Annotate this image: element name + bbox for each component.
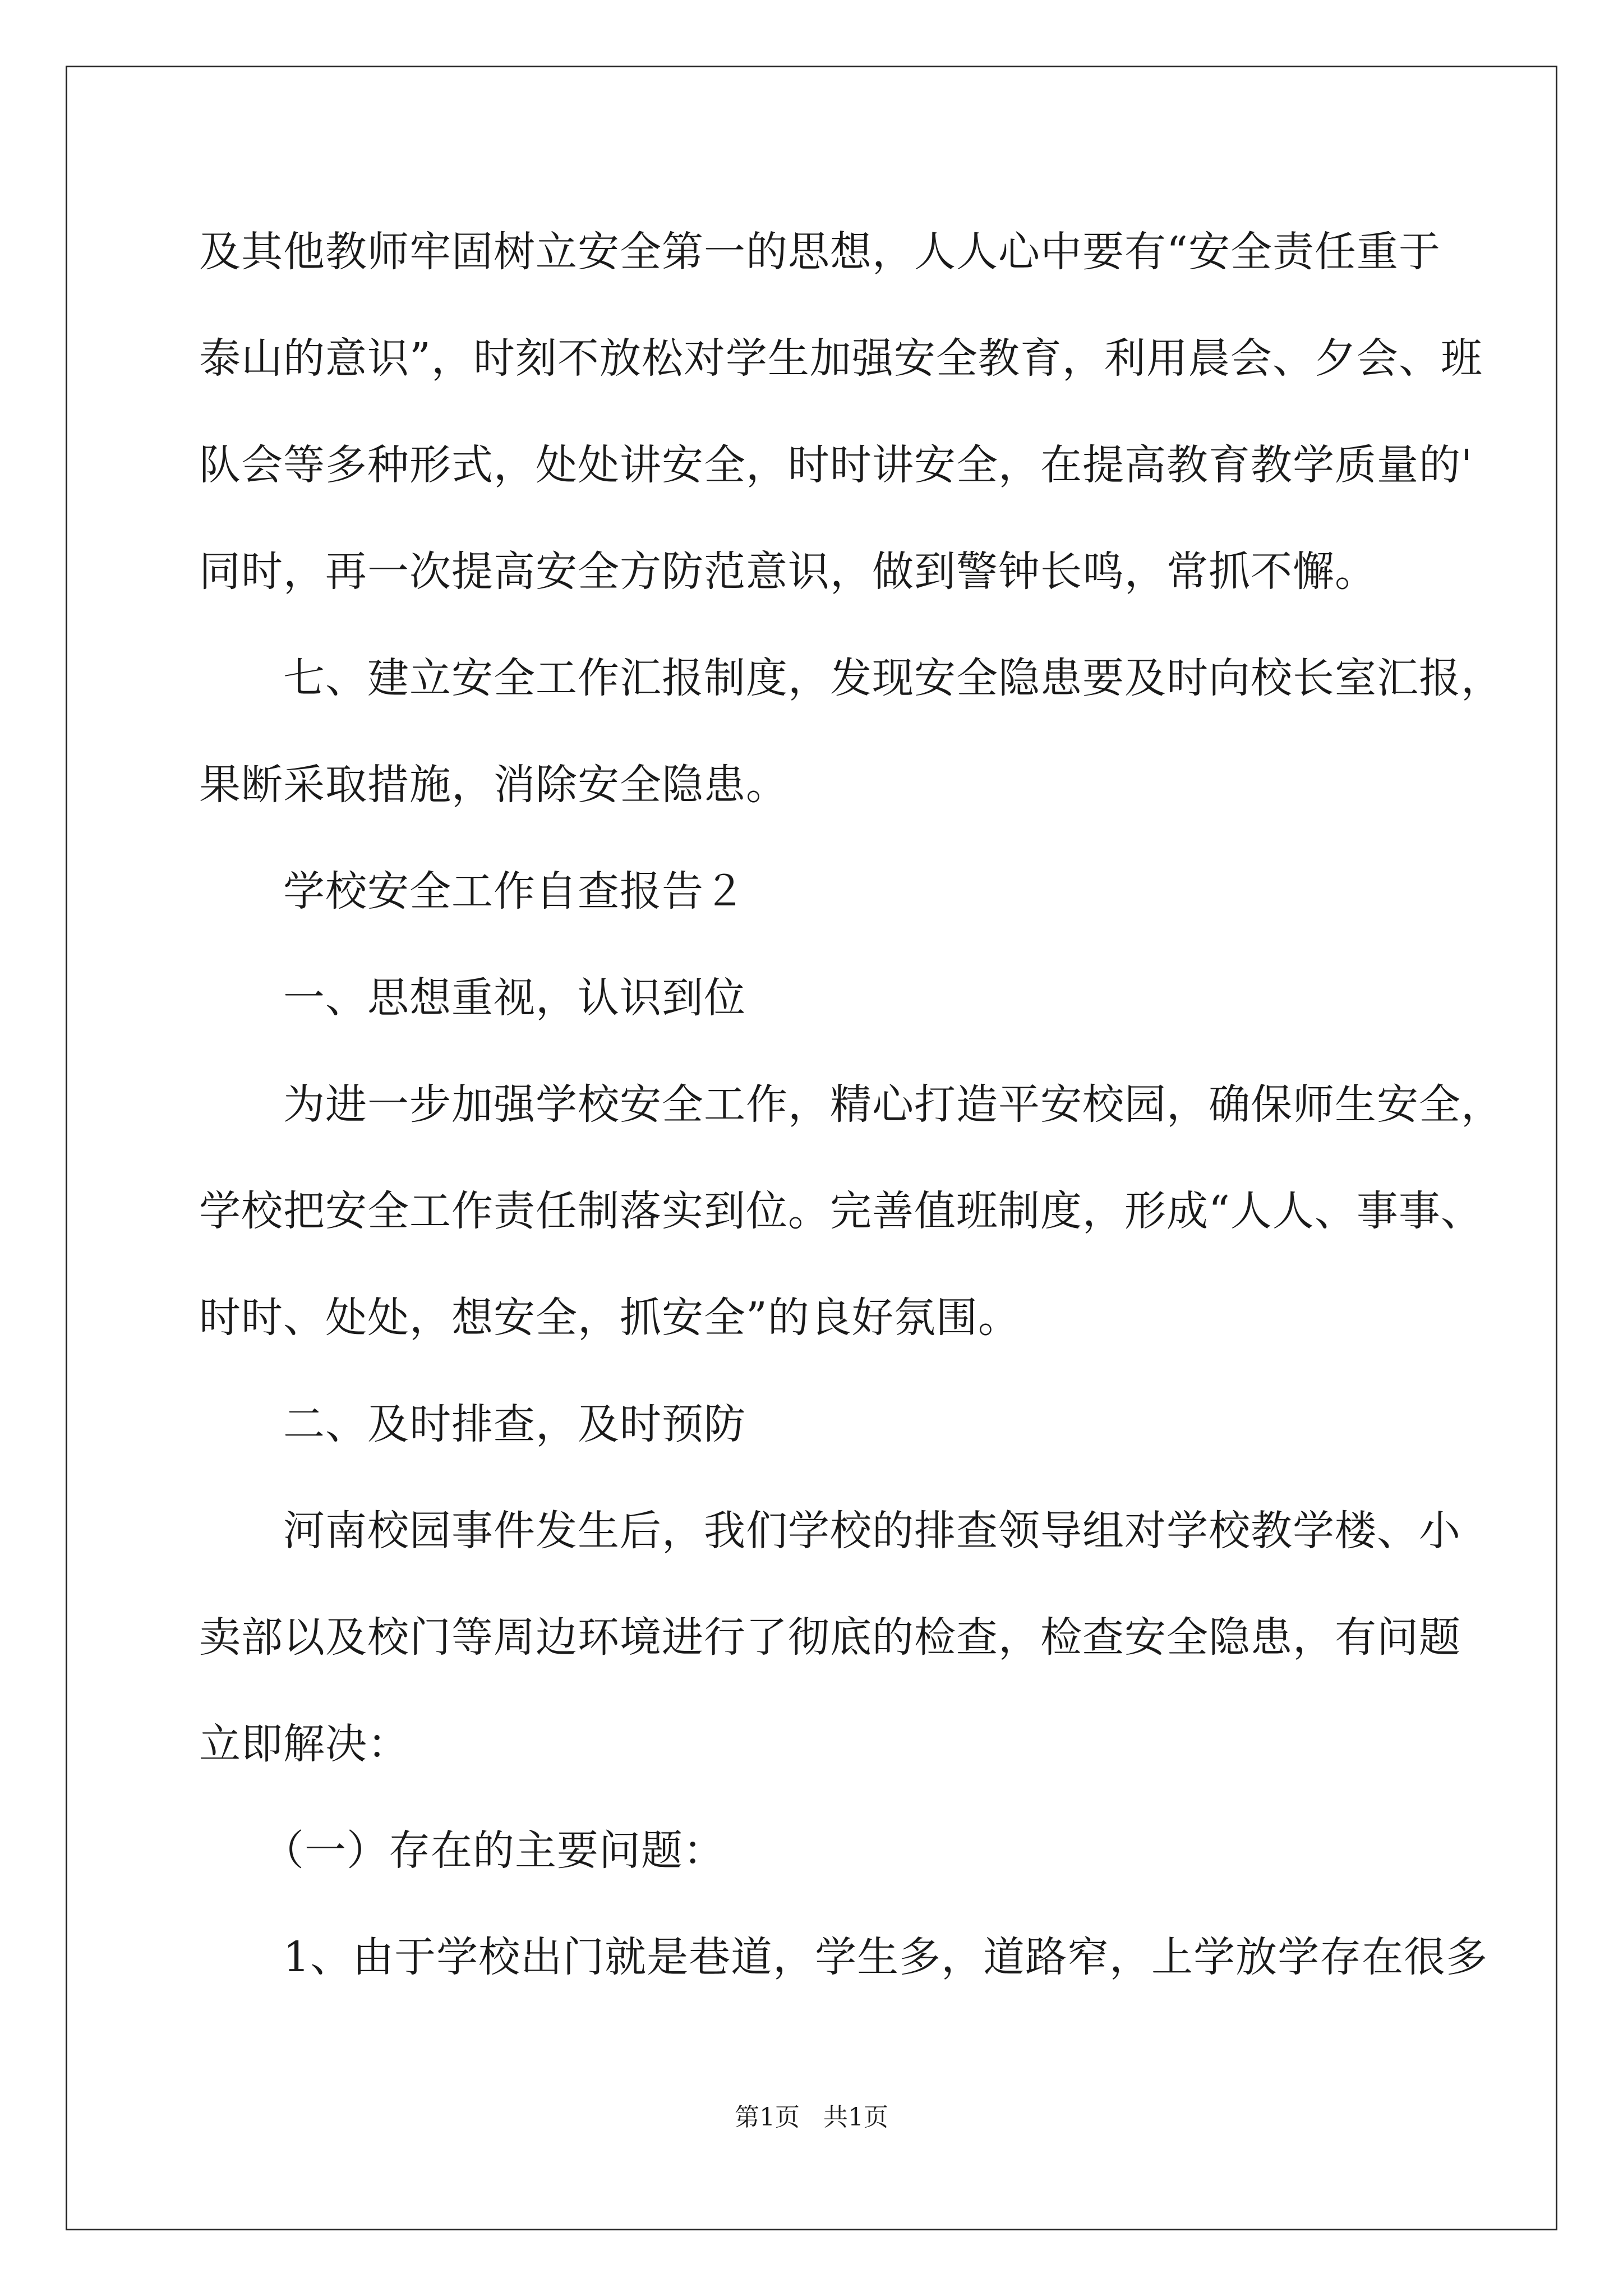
text-line: 为进一步加强学校安全工作，精心打造平安校园，确保师生安全， — [199, 1080, 1503, 1129]
text-line: 二、及时排查，及时预防 — [199, 1400, 746, 1448]
page-total: 共1页 — [823, 2103, 888, 2132]
text-line: 同时，再一次提高安全方防范意识，做到警钟长鸣，常抓不懈。 — [199, 547, 1377, 596]
section-heading: 学校安全工作自查报告２ — [199, 867, 746, 915]
text-line: 学校把安全工作责任制落实到位。完善值班制度，形成“人人、事事、 — [199, 1187, 1483, 1235]
text-line: 立即解决： — [199, 1720, 409, 1768]
text-line: 泰山的意识”，时刻不放松对学生加强安全教育，利用晨会、夕会、班 — [199, 334, 1483, 383]
text-line: 七、建立安全工作汇报制度，发现安全隐患要及时向校长室汇报， — [199, 654, 1503, 702]
text-line: 队会等多种形式，处处讲安全，时时讲安全，在提高教育教学质量的' — [199, 441, 1473, 489]
text-line: （一）存在的主要问题： — [199, 1826, 725, 1875]
text-line: 时时、处处，想安全，抓安全”的良好氛围。 — [199, 1294, 1020, 1342]
text-line: 果断采取措施，消除安全隐患。 — [199, 761, 788, 809]
text-line: 卖部以及校门等周边环境进行了彻底的检查，检查安全隐患，有问题 — [199, 1613, 1461, 1662]
text-line: 1、由于学校出门就是巷道，学生多，道路窄，上学放学存在很多 — [199, 1933, 1488, 1981]
page-footer — [0, 2101, 1623, 2134]
text-line: 河南校园事件发生后，我们学校的排查领导组对学校教学楼、小 — [199, 1507, 1461, 1555]
text-line: 一、思想重视，认识到位 — [199, 974, 746, 1022]
text-line: 及其他教师牢固树立安全第一的思想，人人心中要有“安全责任重于 — [199, 228, 1441, 276]
page-number: 第1页 — [735, 2103, 800, 2132]
